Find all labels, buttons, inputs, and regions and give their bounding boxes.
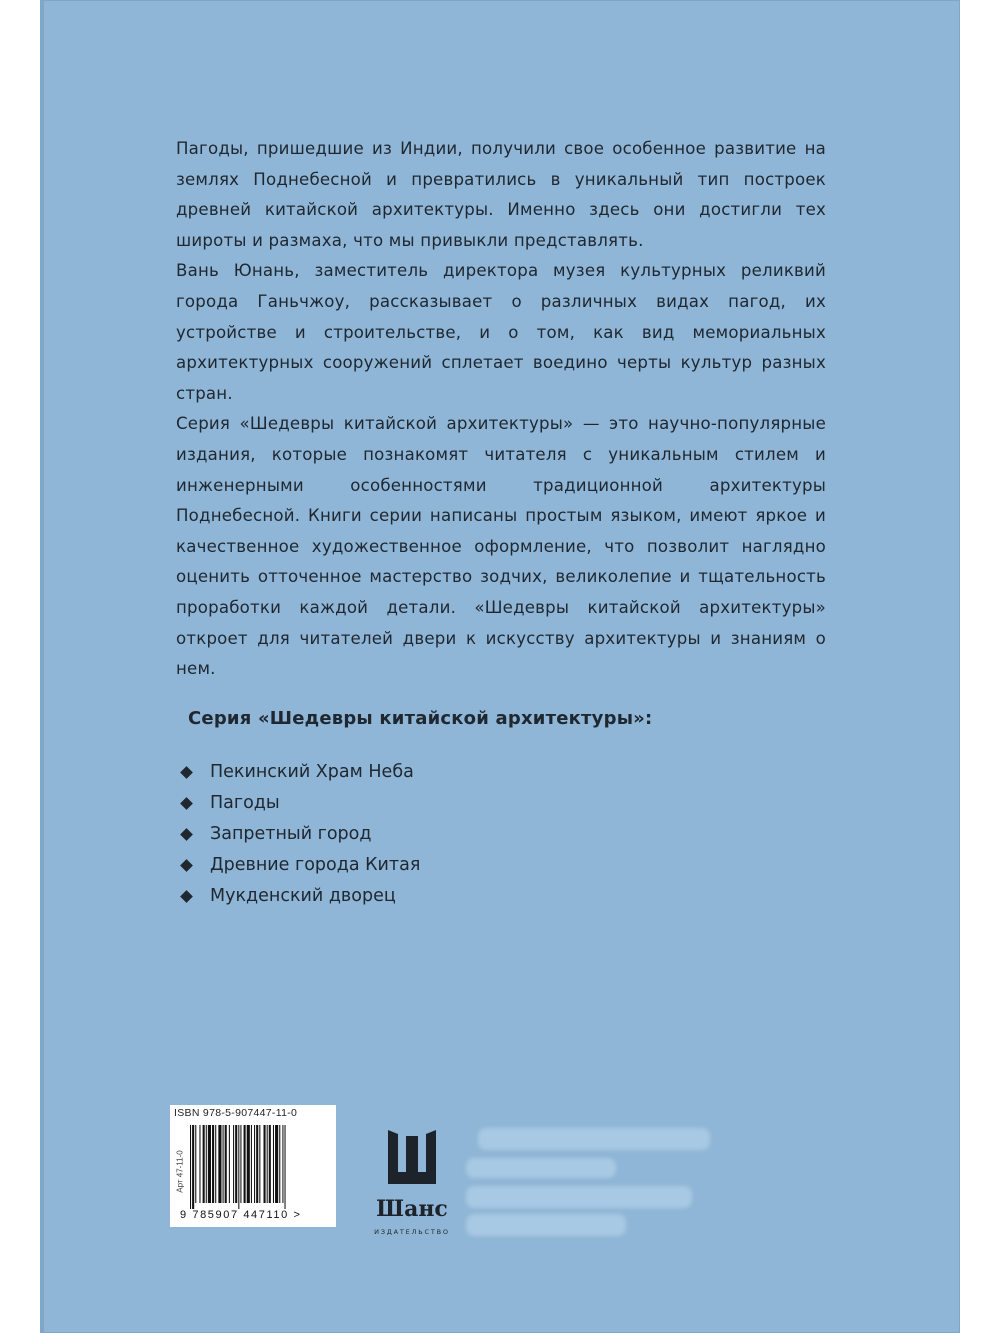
diamond-bullet-icon	[180, 828, 193, 841]
description-paragraph-2: Вань Юнань, заместитель директора музея культурных реликвий города Ганьчжоу, рассказывает о различных видах пагод, их устройстве и строительстве, и о том, как вид мемориальных архитектурных сооружений сплетает воедино черты культур разных стран.	[176, 261, 826, 403]
list-item	[180, 788, 420, 819]
list-item	[180, 819, 420, 850]
list-item	[180, 850, 420, 881]
publisher-name: Шанс	[376, 1196, 448, 1222]
isbn-barcode	[170, 1105, 336, 1227]
diamond-bullet-icon	[180, 859, 193, 872]
publisher-subtitle: ИЗДАТЕЛЬСТВО	[374, 1228, 450, 1236]
series-item-label: Мукденский дворец	[210, 886, 396, 906]
book-description	[176, 134, 826, 685]
isbn-number: ISBN 978-5-907447-11-0	[174, 1107, 298, 1119]
redacted-info-line	[466, 1214, 626, 1236]
barcode-bars-icon	[188, 1125, 328, 1209]
redacted-info-line	[478, 1128, 710, 1150]
diamond-bullet-icon	[180, 766, 193, 779]
cover-edge	[40, 0, 44, 1333]
publisher-mark-icon	[384, 1128, 440, 1190]
series-item-label: Пагоды	[210, 793, 280, 813]
publisher-logo	[372, 1128, 452, 1243]
redacted-info-line	[466, 1186, 692, 1208]
description-paragraph-3: Серия «Шедевры китайской архитектуры» — это научно-популярные издания, которые познакомят читателя с уникальным стилем и инженерными особенностями традиционной архитектуры Поднебесной. Книги серии написаны простым языком, имеют яркое и качественное художественное оформление, что позволит наглядно оценить отточенное мастерство зодчих, великолепие и тщательность проработки каждой детали. «Шедевры китайской архитектуры» откроет для читателей двери к искусству архитектуры и знаниям о нем.	[176, 414, 826, 679]
series-heading: Серия «Шедевры китайской архитектуры»:	[188, 708, 653, 729]
redacted-info-line	[466, 1158, 616, 1178]
series-item-label: Запретный город	[210, 824, 372, 844]
series-item-label: Древние города Китая	[210, 855, 421, 875]
list-item	[180, 757, 420, 788]
diamond-bullet-icon	[180, 797, 193, 810]
series-list	[180, 757, 420, 912]
series-item-label: Пекинский Храм Неба	[210, 762, 414, 782]
article-number: Арт 47-11-0	[175, 1150, 185, 1193]
description-paragraph-1: Пагоды, пришедшие из Индии, получили свое особенное развитие на землях Поднебесной и превратились в уникальный тип построек древней китайской архитектуры. Именно здесь они достигли тех широты и размаха, что мы привыкли представлять.	[176, 139, 826, 250]
diamond-bullet-icon	[180, 890, 193, 903]
barcode-digits: 9 785907 447110 >	[180, 1209, 302, 1221]
list-item	[180, 881, 420, 912]
